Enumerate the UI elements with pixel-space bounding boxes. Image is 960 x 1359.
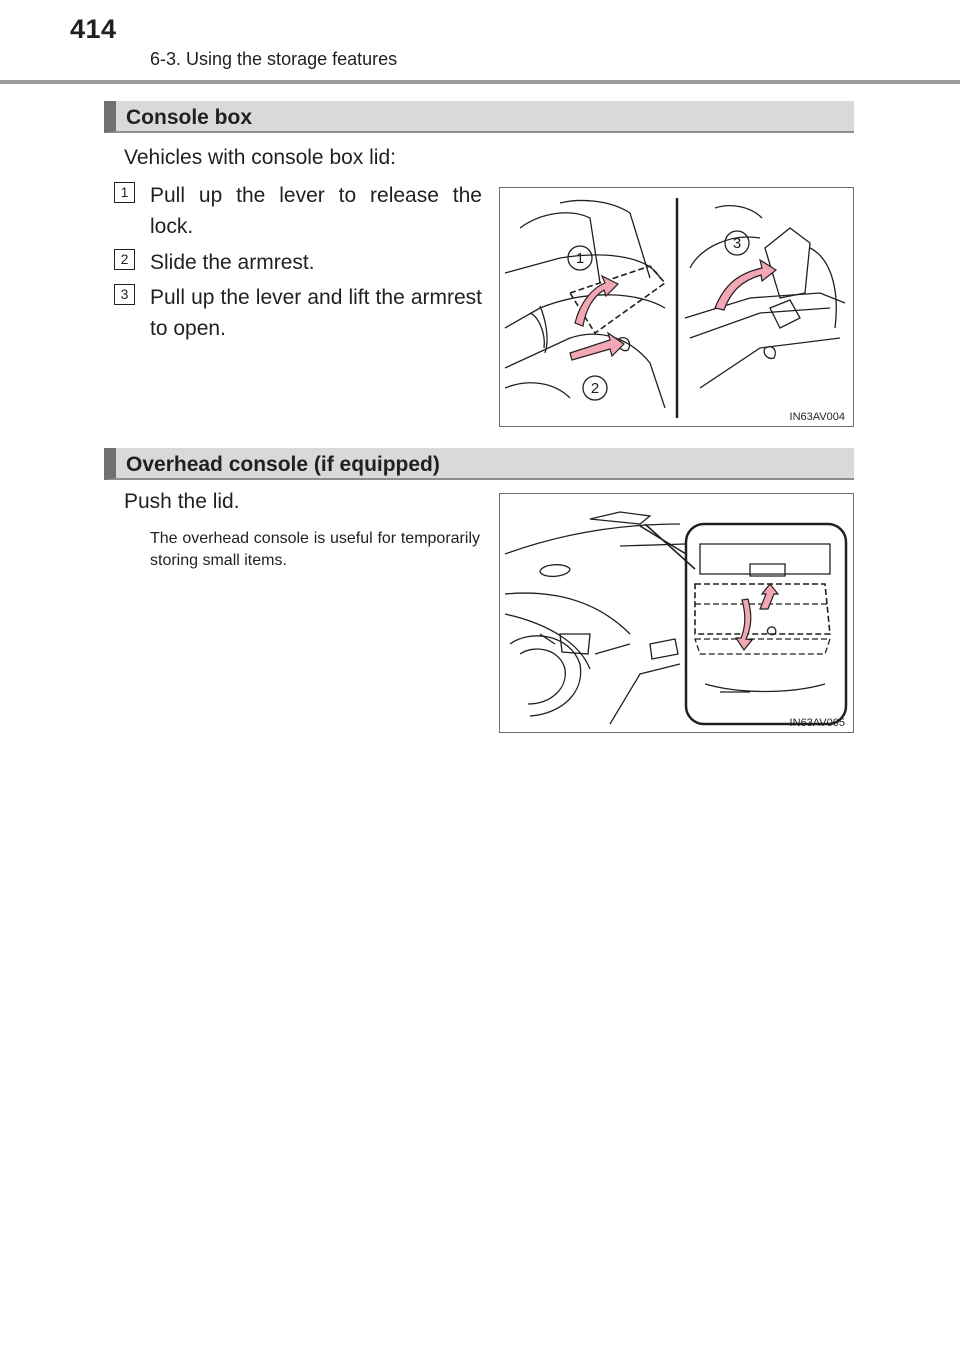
step-number: 3 — [114, 284, 135, 305]
overhead-console-illustration — [499, 493, 854, 733]
section-title: Console box — [126, 106, 253, 129]
page-number: 414 — [70, 14, 117, 44]
console-box-illustration — [499, 187, 854, 427]
figure-code: IN63AV005 — [789, 717, 845, 729]
step-text: Pull up the lever and lift the armrest to open. — [150, 286, 482, 340]
step-text: Slide the armrest. — [150, 251, 315, 274]
callout-1: 1 — [575, 250, 585, 267]
step-number: 1 — [114, 182, 135, 203]
header-rule — [0, 80, 960, 84]
callout-2: 2 — [590, 380, 600, 397]
step-3 — [114, 282, 482, 344]
overhead-note-text: The overhead console is useful for temporarily storing small items. — [150, 530, 480, 569]
console-box-drawing — [500, 188, 853, 426]
section-heading-overhead-console — [104, 448, 854, 480]
section-title: Overhead console (if equipped) — [126, 453, 440, 476]
console-lead-text: Vehicles with console box lid: — [124, 146, 396, 169]
section-heading-console-box — [104, 101, 854, 133]
step-text: Pull up the lever to release the lock. — [150, 184, 482, 238]
callout-3: 3 — [732, 235, 742, 252]
overhead-lead-text: Push the lid. — [124, 490, 240, 513]
step-2 — [114, 247, 482, 278]
step-number: 2 — [114, 249, 135, 270]
overhead-console-drawing — [500, 494, 853, 732]
running-header: 6-3. Using the storage features — [150, 49, 398, 69]
step-1 — [114, 180, 482, 242]
figure-code: IN63AV004 — [789, 411, 845, 423]
